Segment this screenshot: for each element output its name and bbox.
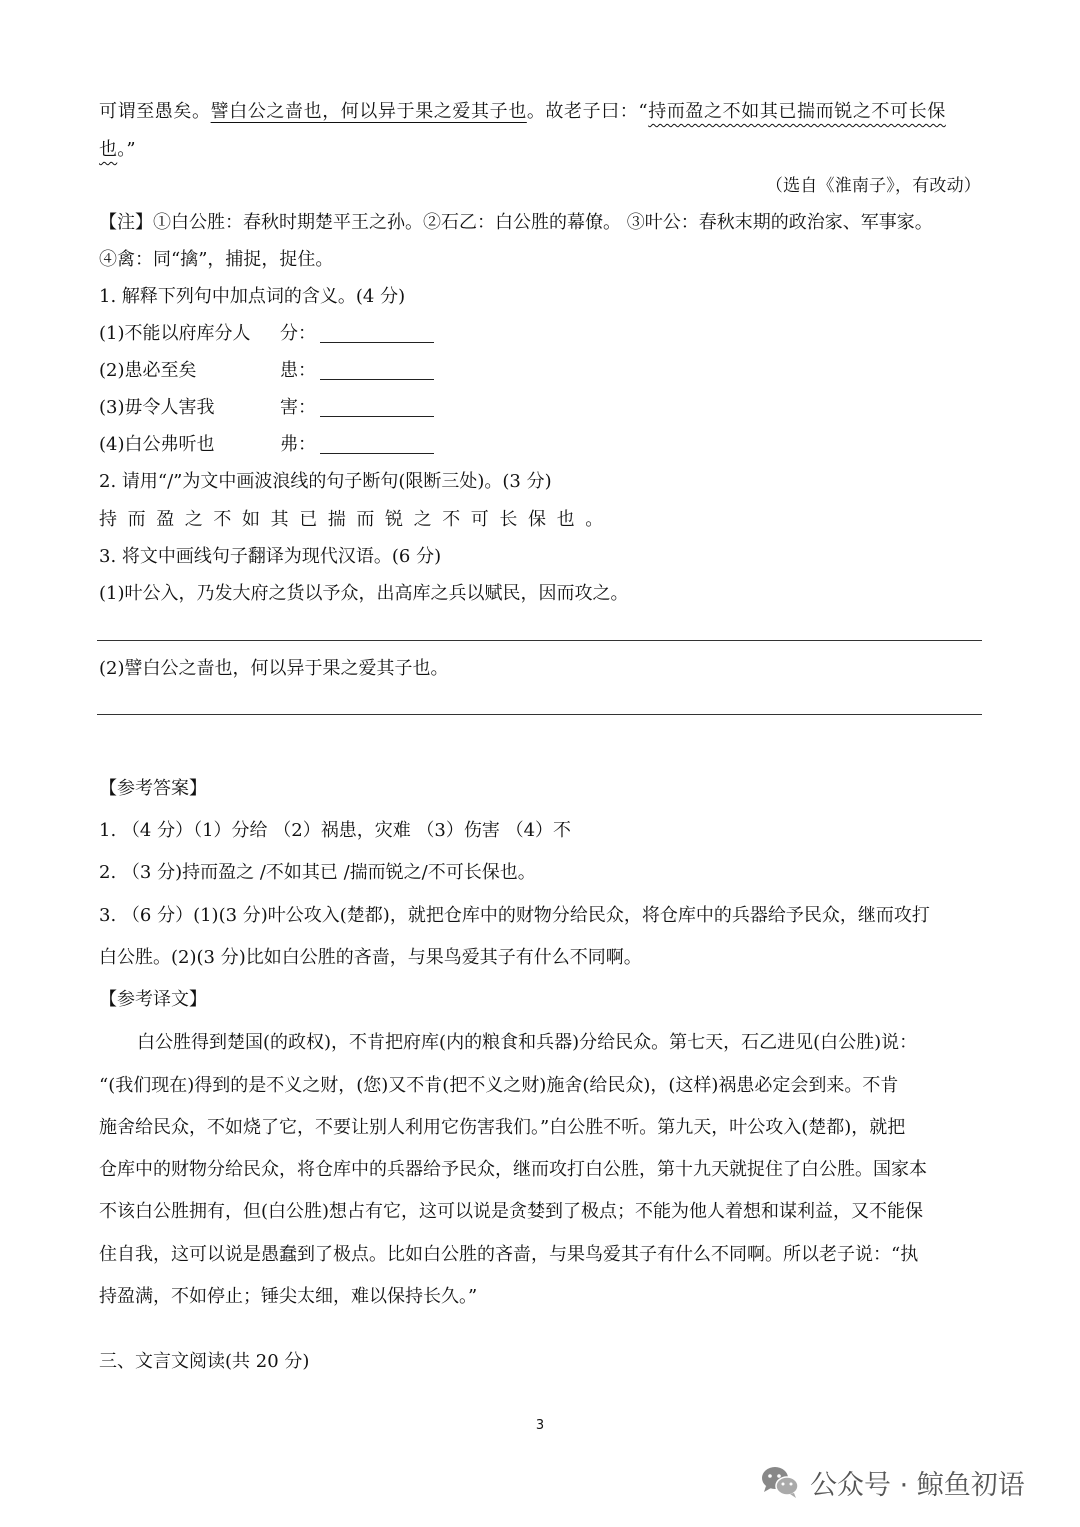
translation-line: 住自我，这可以说是愚蠢到了极点。比如白公胜的吝啬，与果鸟爱其子有什么不同啊。所以老子说：“执 (99, 1244, 919, 1265)
q1-item-answer (280, 359, 434, 383)
watermark-text: 公众号 · 鲸鱼初语 (810, 1469, 1025, 1501)
answer-blank[interactable] (320, 398, 434, 417)
question-1-title: 1. 解释下列句中加点词的含义。(4 分) (99, 286, 406, 307)
q1-item-sentence: (2)患必至矣 (99, 360, 197, 381)
translation-line: 不该白公胜拥有，但(白公胜)想占有它，这可以说是贪婪到了极点；不能为他人着想和谋利益，又不能保 (99, 1201, 924, 1222)
question-3-item-1: (1)叶公入，乃发大府之货以予众，出高库之兵以赋民，因而攻之。 (99, 583, 629, 604)
passage-source: （选自《淮南子》，有改动） (765, 176, 981, 196)
answer-blank[interactable] (320, 361, 434, 380)
question-2-sentence: 持而盈之不如其已揣而锐之不可长保也。 (99, 509, 614, 530)
q1-item-word: 患： (280, 360, 316, 381)
wechat-icon (760, 1465, 800, 1499)
q1-item-answer (280, 322, 434, 346)
page-number: 3 (535, 1418, 545, 1433)
answer-line[interactable] (97, 714, 982, 715)
passage-line-1 (99, 100, 946, 124)
passage-text: 。故老子曰：“ (526, 101, 649, 122)
q1-item-sentence: (1)不能以府库分人 (99, 323, 251, 344)
passage-text: 。” (117, 139, 136, 160)
answer-2: 2. （3 分)持而盈之 /不如其已 /揣而锐之/不可长保也。 (99, 862, 536, 883)
answer-line[interactable] (97, 640, 982, 641)
q1-item-answer (280, 396, 434, 420)
question-3-title: 3. 将文中画线句子翻译为现代汉语。(6 分) (99, 546, 442, 567)
question-2-title: 2. 请用“/”为文中画波浪线的句子断句(限断三处)。(3 分) (99, 471, 552, 492)
translation-line: 仓库中的财物分给民众，将仓库中的兵器给予民众，继而攻打白公胜，第十九天就捉住了白公胜。国家本 (99, 1159, 927, 1180)
translation-heading: 【参考译文】 (99, 989, 207, 1010)
watermark (760, 1462, 1025, 1502)
q1-item-word: 弗： (280, 434, 316, 455)
q1-item-answer (280, 433, 434, 457)
question-3-item-2: (2)譬白公之啬也，何以异于果之爱其子也。 (99, 658, 449, 679)
answer-3-line-2: 白公胜。(2)(3 分)比如白公胜的吝啬，与果鸟爱其子有什么不同啊。 (99, 947, 642, 968)
answers-heading: 【参考答案】 (99, 778, 207, 799)
notes-line-1: 【注】①白公胜：春秋时期楚平王之孙。②石乙：白公胜的幕僚。 ③叶公：春秋末期的政治家、军事家。 (99, 212, 933, 233)
section-3-heading: 三、文言文阅读(共 20 分) (99, 1351, 310, 1372)
notes-line-2: ④禽：同“擒”，捕捉，捉住。 (99, 249, 334, 270)
translation-line: “(我们现在)得到的是不义之财，(您)又不肯(把不义之财)施舍(给民众)，(这样)祸患必定会到来。不肯 (99, 1075, 899, 1096)
translation-line: 施舍给民众，不如烧了它，不要让别人利用它伤害我们。”白公胜不听。第九天，叶公攻入(楚都)，就把 (99, 1117, 906, 1138)
q1-item-sentence: (3)毋令人害我 (99, 397, 215, 418)
answer-1: 1. （4 分）（1）分给 （2）祸患，灾难 （3）伤害 （4）不 (99, 820, 572, 841)
underlined-sentence: 譬白公之啬也，何以异于果之爱其子也 (210, 101, 527, 122)
wavy-sentence: 持而盈之不如其已揣而锐之不可长保 (648, 101, 946, 122)
answer-blank[interactable] (320, 324, 434, 343)
passage-line-2 (99, 138, 136, 162)
answer-blank[interactable] (320, 435, 434, 454)
q1-item-word: 害： (280, 397, 316, 418)
translation-line: 持盈满，不如停止；锤尖太细，难以保持长久。” (99, 1286, 478, 1307)
wavy-sentence: 也 (99, 139, 118, 160)
q1-item-sentence: (4)白公弗听也 (99, 434, 215, 455)
answer-3-line-1: 3. （6 分）(1)(3 分)叶公攻入(楚都)，就把仓库中的财物分给民众，将仓库中的兵器给予民众，继而攻打 (99, 905, 930, 926)
passage-text: 可谓至愚矣。 (99, 101, 211, 122)
translation-line: 白公胜得到楚国(的政权)，不肯把府库(内的粮食和兵器)分给民众。第七天，石乙进见(白公胜)说： (137, 1032, 918, 1053)
q1-item-word: 分： (280, 323, 316, 344)
